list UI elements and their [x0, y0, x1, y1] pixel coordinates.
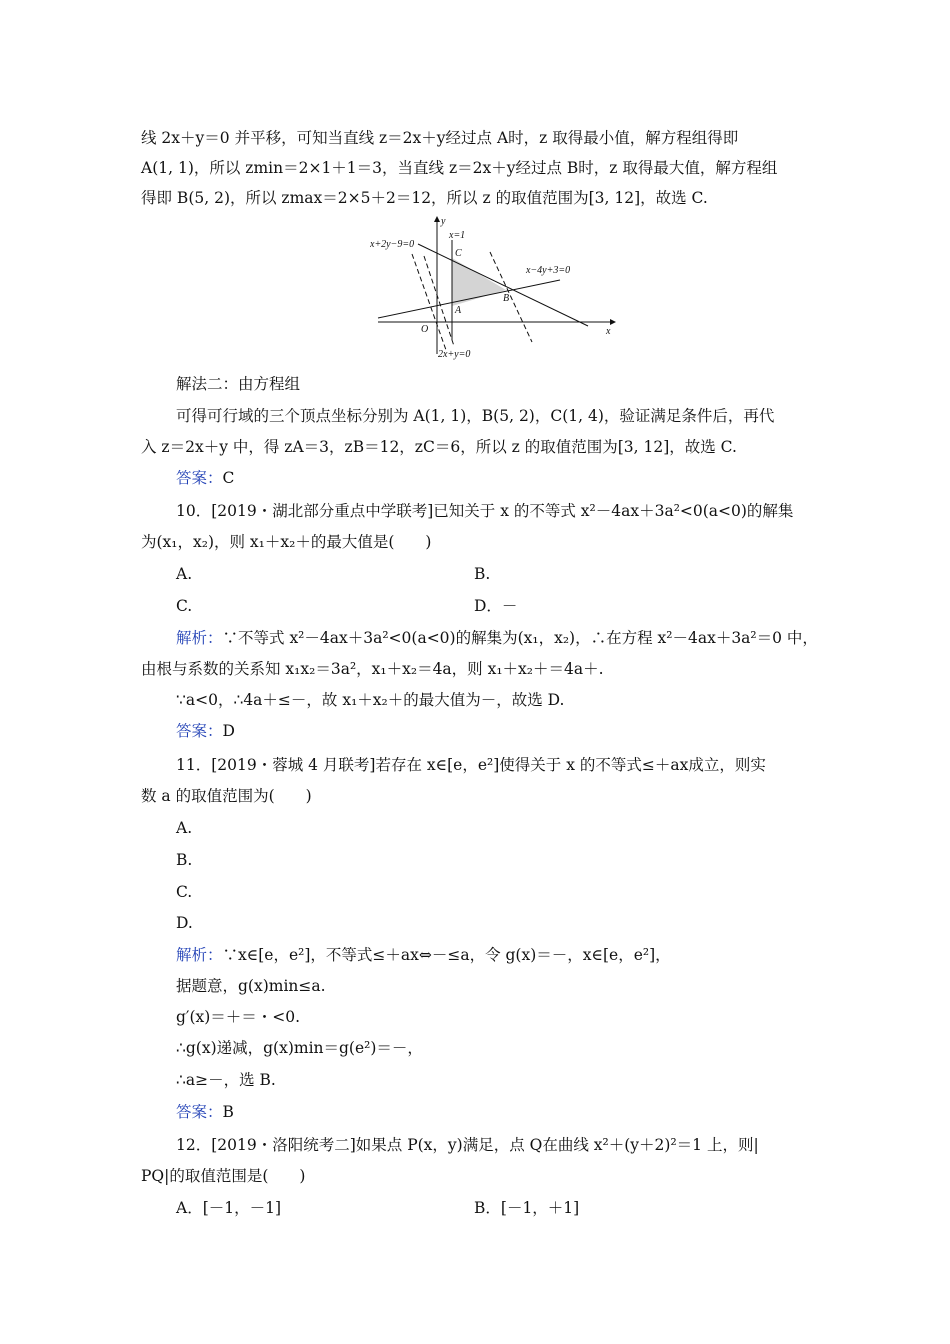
- option-b: B．[－1，＋1]: [474, 1199, 580, 1217]
- solution-line: [176, 628, 818, 648]
- line-x-minus-4y-plus-3-label: x−4y+3=0: [526, 265, 571, 276]
- line-x-plus-2y-minus-9-label: x+2y−9=0: [370, 239, 415, 250]
- text-line: ∵a<0，∴4a＋≤－，故 x₁＋x₂＋的最大值为－，故选 D.: [176, 691, 565, 709]
- text-line: 由根与系数的关系知 x₁x₂＝3a²，x₁＋x₂＝4a，则 x₁＋x₂＋＝4a＋.: [141, 660, 604, 678]
- text-line: 据题意，g(x)min≤a.: [176, 977, 326, 995]
- option-c: C.: [176, 883, 193, 901]
- answer-value: C: [222, 469, 235, 487]
- question-line: 11．[2019・蓉城 4 月联考]若存在 x∈[e，e²]使得关于 x 的不等式≤＋ax成立，则实: [176, 756, 766, 774]
- answer-label: 答案：: [176, 469, 223, 487]
- y-axis-arrow: [434, 216, 440, 222]
- text-line: 解法二：由方程组: [176, 375, 301, 393]
- y-axis-label: y: [441, 216, 446, 227]
- option-d: D.: [176, 914, 193, 932]
- question-line: 数 a 的取值范围为( ): [141, 787, 312, 805]
- answer-line: [176, 721, 235, 741]
- solution-label: 解析：: [176, 946, 223, 964]
- origin-label: O: [421, 324, 429, 335]
- answer-line: [176, 1102, 234, 1122]
- point-c-label: C: [455, 248, 462, 259]
- text-line: 线 2x＋y＝0 并平移，可知当直线 z＝2x＋y经过点 A时，z 取得最小值，解方程组得即: [141, 129, 739, 147]
- answer-line: [176, 468, 234, 488]
- text-line: ∴a≥－，选 B.: [176, 1071, 276, 1089]
- feasible-region-figure: [370, 214, 620, 364]
- solution-text: ∵x∈[e，e²]，不等式≤＋ax⇔－≤a，令 g(x)＝－，x∈[e，e²]，: [222, 946, 671, 964]
- solution-text: ∵不等式 x²－4ax＋3a²<0(a<0)的解集为(x₁，x₂)，∴在方程 x²－4ax＋3a²＝0 中，: [222, 629, 818, 647]
- solution-line: [176, 945, 671, 965]
- question-line: 为(x₁，x₂)，则 x₁＋x₂＋的最大值是( ): [141, 533, 432, 551]
- answer-label: 答案：: [176, 1103, 223, 1121]
- solution-label: 解析：: [176, 629, 223, 647]
- line-2x-plus-y-label: 2x+y=0: [438, 349, 471, 360]
- point-b-label: B: [503, 293, 510, 304]
- text-line: A(1, 1)，所以 zmin＝2×1＋1＝3，当直线 z＝2x＋y经过点 B时，z 取得最大值，解方程组: [141, 159, 778, 177]
- option-c: C.: [176, 597, 193, 615]
- answer-label: 答案：: [176, 722, 223, 740]
- line-x-equals-1-label: x=1: [449, 230, 466, 241]
- question-line: 10．[2019・湖北部分重点中学联考]已知关于 x 的不等式 x²－4ax＋3a²<0(a<0)的解集: [176, 502, 794, 520]
- answer-value: B: [222, 1103, 234, 1121]
- line-2x-plus-y-through-origin: [412, 254, 446, 350]
- text-line: ∴g(x)递减，g(x)min＝g(e²)＝－，: [176, 1039, 423, 1057]
- x-axis-arrow: [610, 319, 616, 325]
- text-line: 可得可行域的三个顶点坐标分别为 A(1, 1)，B(5, 2)，C(1, 4)，验证满足条件后，再代: [176, 407, 775, 425]
- option-a: A.: [176, 565, 193, 583]
- answer-value: D: [222, 722, 235, 740]
- question-line: 12．[2019・洛阳统考二]如果点 P(x，y)满足，点 Q在曲线 x²＋(y＋2)²＝1 上，则|: [176, 1136, 759, 1154]
- question-line: PQ|的取值范围是( ): [141, 1167, 306, 1185]
- text-line: 入 z＝2x＋y 中，得 zA＝3，zB＝12，zC＝6，所以 z 的取值范围为[3, 12]，故选 C.: [141, 438, 737, 456]
- option-a: A.: [176, 819, 193, 837]
- option-a: A．[－1，－1]: [176, 1199, 282, 1217]
- option-b: B.: [474, 565, 491, 583]
- text-line: 得即 B(5, 2)，所以 zmax＝2×5＋2＝12，所以 z 的取值范围为[3, 12]，故选 C.: [141, 189, 708, 207]
- point-a-label: A: [455, 305, 462, 316]
- option-b: B.: [176, 851, 193, 869]
- text-line: g′(x)＝＋＝・<0.: [176, 1008, 301, 1026]
- x-axis-label: x: [606, 326, 611, 337]
- option-d: D．－: [474, 597, 518, 615]
